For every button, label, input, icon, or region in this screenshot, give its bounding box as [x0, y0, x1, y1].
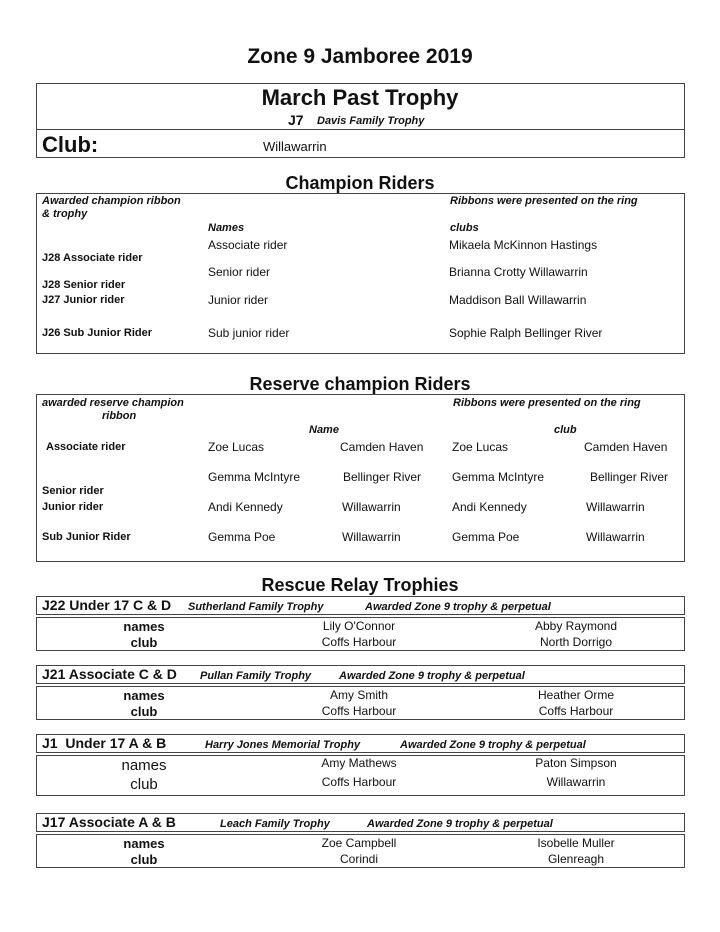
- relay-name: Zoe Campbell: [321, 836, 397, 850]
- reserve-heading: Reserve champion Riders: [249, 374, 471, 394]
- reserve-label: Senior rider: [42, 485, 104, 497]
- reserve-col-club: club: [554, 424, 577, 436]
- relay-heading: Rescue Relay Trophies: [261, 575, 459, 595]
- relay-sponsor: Sutherland Family Trophy: [188, 601, 324, 613]
- reserve-name: Andi Kennedy: [452, 500, 527, 514]
- relay-sponsor: Leach Family Trophy: [220, 818, 330, 830]
- page-title: Zone 9 Jamboree 2019: [247, 45, 473, 68]
- champion-category: Associate rider: [208, 238, 288, 252]
- relay-club: Coffs Harbour: [321, 704, 397, 718]
- relay-club: Coffs Harbour: [321, 775, 397, 789]
- relay-code: J21 Associate C & D: [42, 666, 177, 682]
- relay-name: Abby Raymond: [534, 619, 618, 633]
- relay-club-label: club: [130, 852, 158, 867]
- reserve-name: Gemma McIntyre: [208, 470, 301, 484]
- relay-club-label: club: [130, 635, 158, 650]
- reserve-name: Gemma McIntyre: [452, 470, 545, 484]
- champion-heading: Champion Riders: [285, 173, 435, 193]
- relay-name: Heather Orme: [537, 688, 615, 702]
- trophy-name: Davis Family Trophy: [317, 115, 425, 127]
- trophy-title: March Past Trophy: [261, 85, 459, 110]
- relay-name: Amy Mathews: [321, 756, 397, 770]
- reserve-club: Camden Haven: [584, 440, 668, 454]
- champion-winner: Brianna Crotty Willawarrin: [449, 265, 588, 279]
- club-label: Club:: [42, 132, 99, 157]
- reserve-awarded-2: ribbon: [102, 410, 137, 422]
- champion-awarded: Awarded champion ribbon: [42, 195, 181, 207]
- relay-award: Awarded Zone 9 trophy & perpetual: [365, 601, 551, 613]
- divider: [36, 129, 685, 130]
- relay-names-label: names: [123, 688, 165, 703]
- trophy-code: J7: [288, 112, 304, 128]
- reserve-name: Gemma Poe: [452, 530, 520, 544]
- reserve-awarded: awarded reserve champion: [42, 397, 184, 409]
- champion-winner: Sophie Ralph Bellinger River: [449, 326, 603, 340]
- relay-club-label: club: [130, 704, 158, 719]
- reserve-club: Willawarrin: [586, 530, 645, 544]
- relay-code: J22 Under 17 C & D: [42, 597, 172, 613]
- reserve-label: Junior rider: [42, 501, 104, 513]
- relay-club-label: club: [130, 776, 158, 793]
- reserve-label: Associate rider: [46, 441, 126, 453]
- relay-name: Lily O'Connor: [322, 619, 396, 633]
- relay-name: Amy Smith: [329, 688, 389, 702]
- reserve-club: Camden Haven: [340, 440, 424, 454]
- champion-category: Junior rider: [208, 293, 269, 307]
- relay-sponsor: Harry Jones Memorial Trophy: [205, 739, 361, 751]
- relay-name: Isobelle Muller: [537, 836, 615, 850]
- reserve-name: Andi Kennedy: [208, 500, 283, 514]
- champion-label: J26 Sub Junior Rider: [42, 327, 153, 339]
- champion-winner: Mikaela McKinnon Hastings: [449, 238, 598, 252]
- reserve-col-name: Name: [309, 424, 339, 436]
- relay-club: Coffs Harbour: [538, 704, 614, 718]
- reserve-club: Willawarrin: [342, 500, 401, 514]
- relay-club: Glenreagh: [547, 852, 605, 866]
- champion-label: J27 Junior rider: [42, 294, 125, 306]
- reserve-ribbons-note: Ribbons were presented on the ring: [453, 397, 641, 409]
- relay-club: Willawarrin: [546, 775, 606, 789]
- relay-names-label: names: [123, 619, 165, 634]
- champion-winner: Maddison Ball Willawarrin: [449, 293, 587, 307]
- relay-code: J1 Under 17 A & B: [42, 735, 167, 751]
- reserve-club: Willawarrin: [586, 500, 645, 514]
- relay-award: Awarded Zone 9 trophy & perpetual: [367, 818, 553, 830]
- relay-award: Awarded Zone 9 trophy & perpetual: [339, 670, 525, 682]
- champion-category: Senior rider: [208, 265, 271, 279]
- champion-awarded-2: & trophy: [42, 208, 88, 220]
- relay-name: Paton Simpson: [535, 756, 617, 770]
- champion-col-clubs: clubs: [450, 222, 479, 234]
- reserve-club: Willawarrin: [342, 530, 401, 544]
- reserve-name: Zoe Lucas: [208, 440, 265, 454]
- champion-category: Sub junior rider: [208, 326, 290, 340]
- reserve-label: Sub Junior Rider: [42, 531, 131, 543]
- champion-label: J28 Associate rider: [42, 252, 143, 264]
- reserve-name: Zoe Lucas: [452, 440, 509, 454]
- relay-club: North Dorrigo: [539, 635, 613, 649]
- relay-club: Corindi: [339, 852, 379, 866]
- relay-award: Awarded Zone 9 trophy & perpetual: [400, 739, 586, 751]
- champion-col-names: Names: [208, 222, 245, 234]
- relay-names-label: names: [123, 836, 165, 851]
- reserve-name: Gemma Poe: [208, 530, 276, 544]
- relay-code: J17 Associate A & B: [42, 814, 176, 830]
- reserve-club: Bellinger River: [343, 470, 422, 484]
- relay-sponsor: Pullan Family Trophy: [200, 670, 312, 682]
- relay-names-label: names: [121, 757, 167, 774]
- champion-ribbons-note: Ribbons were presented on the ring: [450, 195, 638, 207]
- club-value: Willawarrin: [263, 139, 327, 154]
- reserve-club: Bellinger River: [590, 470, 669, 484]
- relay-club: Coffs Harbour: [321, 635, 397, 649]
- champion-label: J28 Senior rider: [42, 279, 126, 291]
